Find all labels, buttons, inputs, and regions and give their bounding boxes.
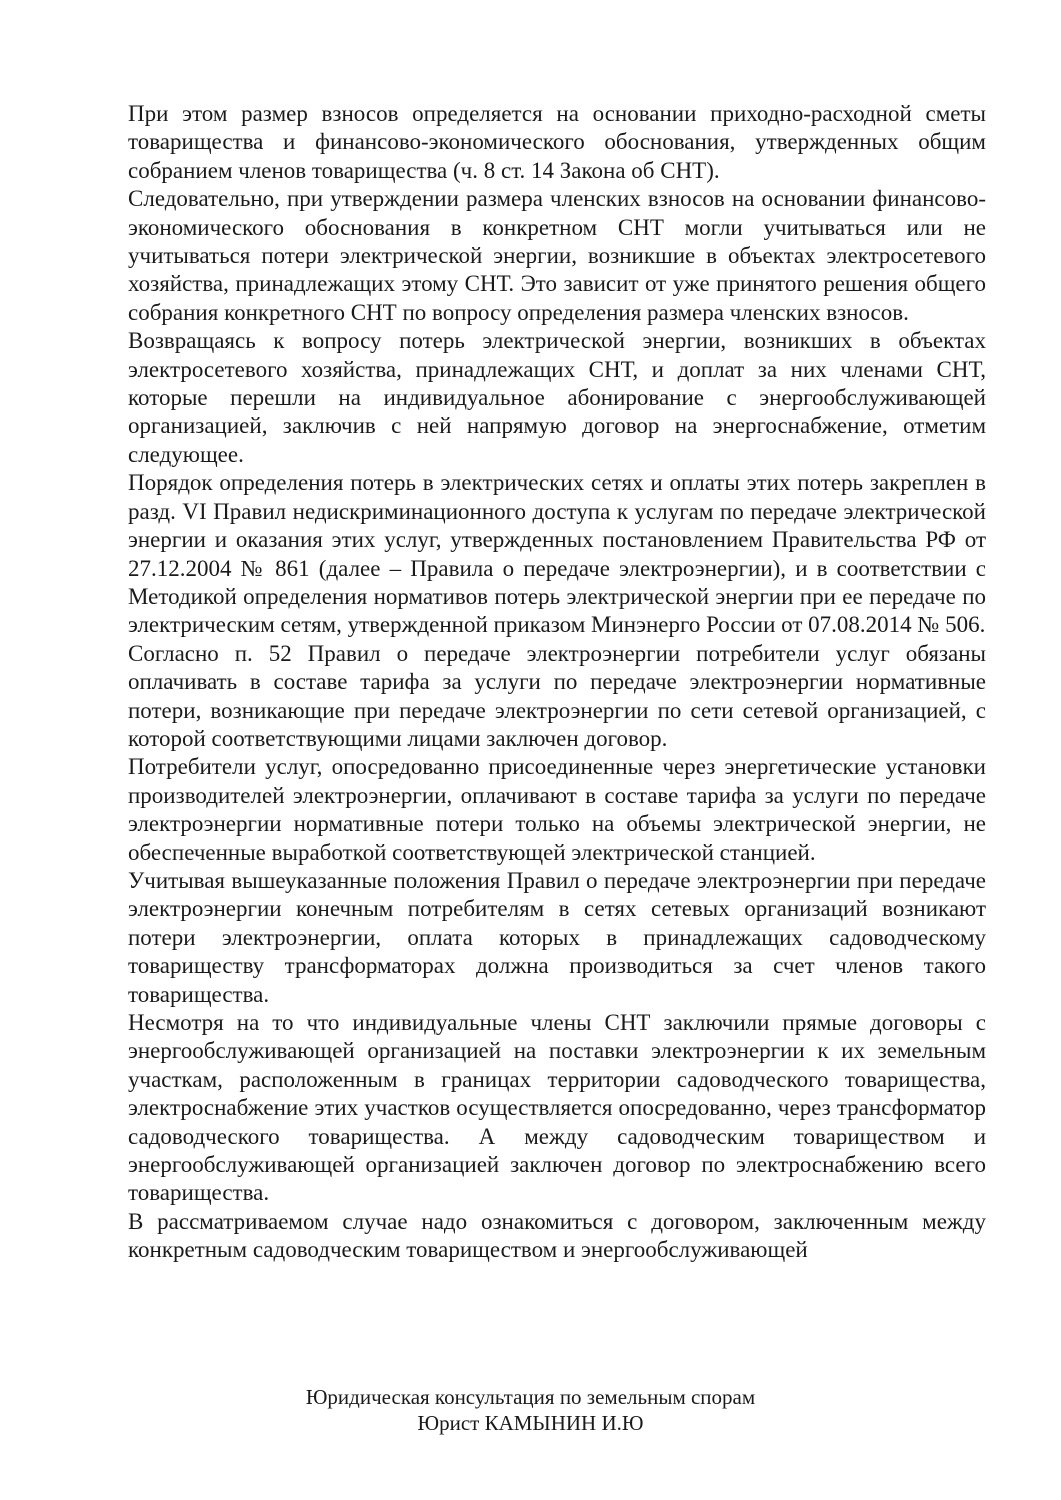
- footer-lawyer-line: Юрист КАМЫНИН И.Ю: [417, 1411, 644, 1435]
- paragraph-contributions-basis: При этом размер взносов определяется на основании приходно-расходной сметы товарищества и финансово-экономического обоснования, утвержденных общим собранием членов товарищества (ч. 8 ст. 14 Закона об СНТ).: [128, 101, 986, 183]
- paragraph-transformer-losses: Учитывая вышеуказанные положения Правил о передаче электроэнергии при передаче электроэнергии конечным потребителям в сетях сетевых организаций возникают потери электроэнергии, оплата которых в принадлежащих садоводческому товариществу трансформаторах должна производиться за счет членов такого товарищества.: [128, 867, 986, 1007]
- paragraph-individual-subscription: Возвращаясь к вопросу потерь электрической энергии, возникших в объектах электросетевого хозяйства, принадлежащих СНТ, и доплат за них членами СНТ, которые перешли на индивидуальное абонирование с энергообслуживающей организацией, заключив с ней напрямую договор на энергоснабжение, отметим следующее.: [128, 328, 986, 467]
- paragraph-contract-review: В рассматриваемом случае надо ознакомиться с договором, заключенным между конкретным садоводческим товариществом и энергообслуживающей: [128, 1208, 986, 1263]
- paragraph-loss-determination-rules: Порядок определения потерь в электрических сетях и оплаты этих потерь закреплен в разд. VI Правил недискриминационного доступа к услугам по передаче электрической энергии и оказания этих услуг, утвержденных постановлением Правительства РФ от 27.12.2004 № 861 (далее – Правила о передаче электроэнергии), и в соответствии с Методикой определения нормативов потерь электрической энергии при ее передаче по электрическим сетям, утвержденной приказом Минэнерго России от 07.08.2014 № 506.: [128, 470, 986, 638]
- document-body: [128, 100, 986, 1265]
- footer-consultation-line: Юридическая консультация по земельным спорам: [305, 1385, 756, 1409]
- page-footer: [0, 1384, 1061, 1436]
- paragraph-direct-contracts: Несмотря на то что индивидуальные члены СНТ заключили прямые договоры с энергообслуживающей организацией на поставки электроэнергии к их земельным участкам, расположенным в границах территории садоводческого товарищества, электроснабжение этих участков осуществляется опосредованно, через трансформатор садоводческого товарищества. А между садоводческим товариществом и энергообслуживающей организацией заключен договор по электроснабжению всего товарищества.: [128, 1010, 986, 1206]
- paragraph-membership-fee-losses: Следовательно, при утверждении размера членских взносов на основании финансово-экономического обоснования в конкретном СНТ могли учитываться или не учитываться потери электрической энергии, возникшие в объектах электросетевого хозяйства, принадлежащих этому СНТ. Это зависит от уже принятого решения общего собрания конкретного СНТ по вопросу определения размера членских взносов.: [128, 186, 986, 325]
- paragraph-clause-52: Согласно п. 52 Правил о передаче электроэнергии потребители услуг обязаны оплачивать в составе тарифа за услуги по передаче электроэнергии нормативные потери, возникающие при передаче электроэнергии по сети сетевой организацией, с которой соответствующими лицами заключен договор.: [128, 640, 986, 751]
- paragraph-indirect-consumers: Потребители услуг, опосредованно присоединенные через энергетические установки производителей электроэнергии, оплачивают в составе тарифа за услуги по передаче электроэнергии нормативные потери только на объемы электрической энергии, не обеспеченные выработкой соответствующей электрической станцией.: [128, 754, 986, 865]
